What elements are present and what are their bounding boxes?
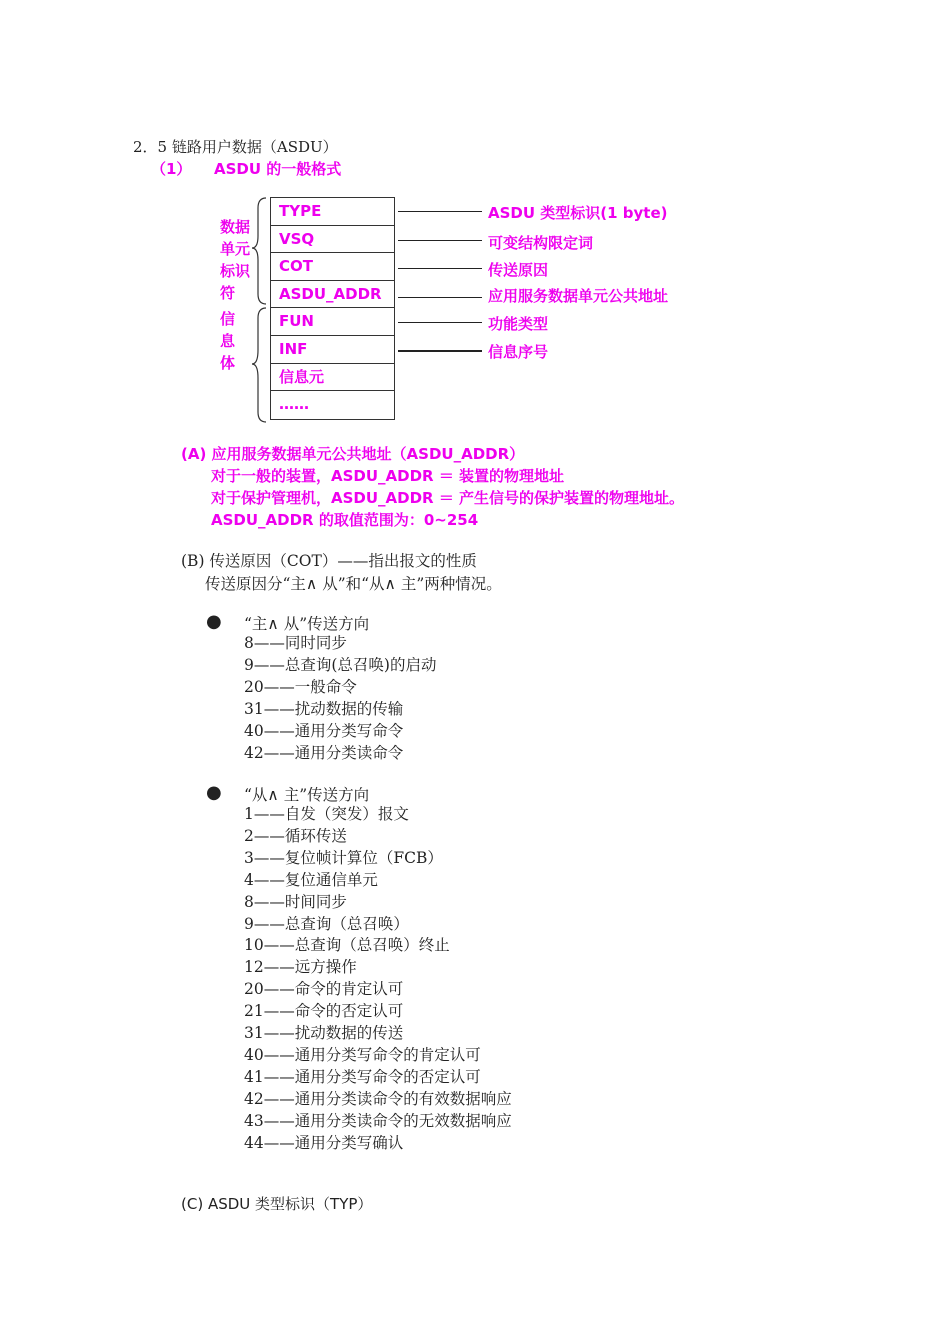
desc-type: ASDU 类型标识(1 byte) [488, 204, 668, 222]
field-info-element: 信息元 [271, 364, 394, 392]
slave-to-master-title: “从∧ 主”传送方向 [244, 786, 370, 804]
list-item: 10——总查询（总召唤）终止 [244, 936, 450, 955]
note-c-heading: (C) ASDU 类型标识（TYP） [181, 1195, 373, 1213]
field-fun: FUN [271, 308, 394, 336]
connector-line [398, 350, 482, 352]
data-unit-identifier-label [220, 216, 250, 304]
list-item: 8——同时同步 [244, 634, 347, 652]
list-item: 40——通用分类写命令 [244, 721, 404, 740]
list-item: 20——命令的肯定认可 [244, 980, 404, 999]
list-item: 31——扰动数据的传输 [244, 699, 404, 718]
note-a-line: 对于一般的装置，ASDU_ADDR ＝ 装置的物理地址 [211, 467, 565, 485]
label-char: 符 [220, 284, 236, 302]
connector-line [398, 322, 482, 323]
unit-identifier-brace [252, 198, 266, 304]
note-a-line: ASDU_ADDR 的取值范围为：0~254 [211, 511, 479, 529]
field-vsq: VSQ [271, 226, 394, 254]
connector-line [398, 268, 482, 269]
label-char: 信 [220, 310, 236, 328]
list-item: 3——复位帧计算位（FCB） [244, 848, 443, 867]
list-item: 43——通用分类读命令的无效数据响应 [244, 1111, 512, 1130]
desc-asdu-addr: 应用服务数据单元公共地址 [488, 287, 669, 305]
section-title: 2．5 链路用户数据（ASDU） [133, 138, 338, 156]
bullet-icon: ● [206, 611, 222, 632]
list-item: 21——命令的否定认可 [244, 1002, 404, 1021]
list-item: 40——通用分类写命令的肯定认可 [244, 1045, 481, 1064]
list-item: 9——总查询(总召唤)的启动 [244, 655, 437, 674]
master-to-slave-title: “主∧ 从”传送方向 [244, 615, 370, 633]
subsection-title: ASDU 的一般格式 [214, 160, 342, 178]
field-ellipsis: …… [279, 395, 309, 414]
master-to-slave-list [244, 633, 436, 764]
label-char: 数据 [220, 218, 251, 236]
field-asdu-addr: ASDU_ADDR [271, 281, 394, 309]
bullet-icon: ● [206, 782, 222, 803]
label-char: 单元 [220, 240, 251, 258]
list-item: 42——通用分类读命令 [244, 743, 404, 762]
list-item: 2——循环传送 [244, 826, 347, 845]
desc-fun: 功能类型 [488, 315, 549, 333]
list-item: 41——通用分类写命令的否定认可 [244, 1067, 481, 1086]
slave-to-master-list [244, 804, 512, 1155]
label-char: 息 [220, 332, 236, 350]
desc-inf: 信息序号 [488, 343, 549, 361]
desc-vsq: 可变结构限定词 [488, 234, 594, 252]
connector-line [398, 297, 482, 298]
note-b-intro: 传送原因分“主∧ 从”和“从∧ 主”两种情况。 [205, 575, 502, 593]
list-item: 42——通用分类读命令的有效数据响应 [244, 1089, 512, 1108]
list-item: 12——远方操作 [244, 958, 357, 977]
note-a-heading: (A) 应用服务数据单元公共地址（ASDU_ADDR） [181, 445, 525, 463]
label-char: 体 [220, 354, 236, 372]
subsection-number: （1） [151, 160, 192, 178]
info-body-brace [252, 308, 266, 422]
field-type: TYPE [271, 198, 394, 226]
list-item: 31——扰动数据的传送 [244, 1024, 404, 1043]
list-item: 4——复位通信单元 [244, 870, 378, 889]
list-item: 20——一般命令 [244, 677, 357, 696]
desc-cot: 传送原因 [488, 261, 549, 279]
list-item: 8——时间同步 [244, 892, 347, 911]
label-char: 标识 [220, 262, 251, 280]
list-item: 1——自发（突发）报文 [244, 805, 409, 823]
field-inf: INF [271, 336, 394, 364]
connector-line [398, 211, 482, 212]
note-a-line: 对于保护管理机，ASDU_ADDR ＝ 产生信号的保护装置的物理地址。 [211, 489, 685, 507]
connector-line [398, 240, 482, 241]
note-b-heading: (B) 传送原因（COT）——指出报文的性质 [181, 552, 477, 570]
list-item: 9——总查询（总召唤） [244, 914, 409, 933]
information-body-label [220, 308, 235, 374]
subsection-heading [151, 158, 341, 179]
brace-graphic [250, 196, 270, 426]
asdu-field-table [270, 197, 395, 420]
field-cot: COT [271, 253, 394, 281]
list-item: 44——通用分类写确认 [244, 1133, 404, 1152]
